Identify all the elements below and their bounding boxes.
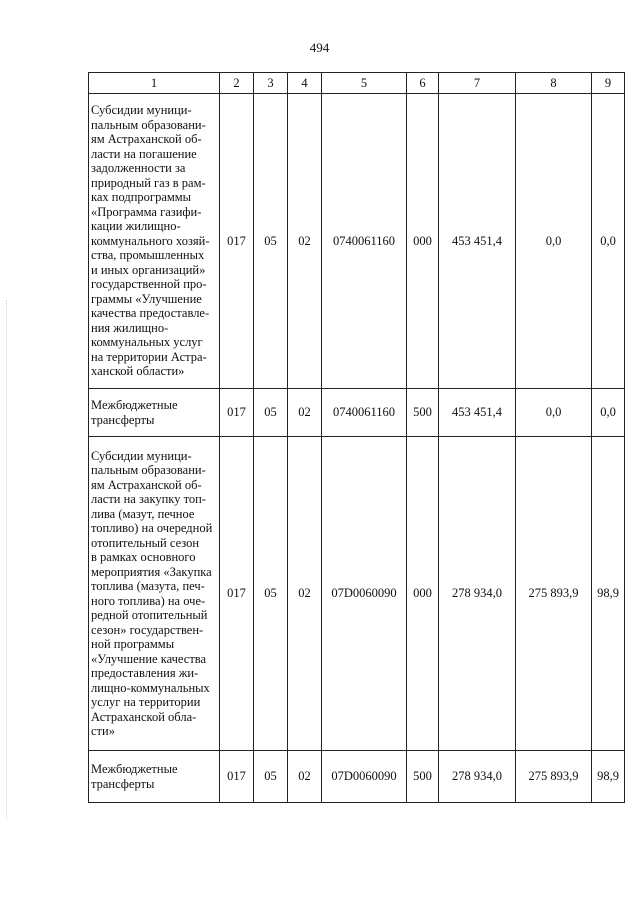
cell-executed: 275 893,9 [516,437,592,751]
cell-percent: 98,9 [592,751,625,803]
description-line: Межбюджетные [91,762,178,776]
cell-subsection: 02 [288,389,322,437]
description-line: Астраханской обла- [91,709,197,724]
header-cell-5: 5 [322,73,407,94]
description-line: Субсидии муници- [91,103,192,118]
description-line: и иных организаций» [91,262,206,277]
description-line: ного топлива) на оче- [91,593,206,608]
row-description [89,751,220,803]
description-line: государственной про- [91,277,207,292]
cell-executed: 0,0 [516,389,592,437]
cell-subsection: 02 [288,751,322,803]
cell-percent: 0,0 [592,389,625,437]
row-description [89,94,220,389]
row-description [89,437,220,751]
cell-subsection: 02 [288,94,322,389]
description-line: кации жилищно- [91,219,181,234]
cell-planned: 453 451,4 [439,389,516,437]
header-cell-9: 9 [592,73,625,94]
table-row [89,94,625,389]
cell-percent: 98,9 [592,437,625,751]
description-line: пальным образовани- [91,117,206,132]
description-line: лива (мазут, печное [91,506,195,521]
description-line: сти» [91,724,115,738]
description-line: мероприятия «Закупка [91,564,212,579]
description-line: «Программа газифи- [91,204,202,219]
description-line: пальным образовани- [91,463,206,477]
description-line: ханской области» [91,364,185,379]
scan-margin-marks [6,300,10,820]
description-line: на территории Астра- [91,349,207,364]
header-cell-7: 7 [439,73,516,94]
description-line: граммы «Улучшение [91,291,202,306]
cell-expense-type: 000 [407,94,439,389]
description-line: Межбюджетные [91,398,178,412]
description-line: задолженности за [91,161,186,176]
description-line: сезон» государствен- [91,622,204,637]
description-line: ства, промышленных [91,248,205,263]
cell-planned: 278 934,0 [439,751,516,803]
description-line: «Улучшение качества [91,651,207,666]
cell-admin-code: 017 [220,389,254,437]
cell-target-article: 07D0060090 [322,751,407,803]
cell-target-article: 0740061160 [322,94,407,389]
description-line: ям Астраханской об- [91,132,202,147]
cell-section: 05 [254,437,288,751]
header-cell-2: 2 [220,73,254,94]
description-line: коммунального хозяй- [91,233,210,248]
description-line: ках подпрограммы [91,190,192,205]
description-line: редной отопительный [91,608,208,622]
description-line: предоставления жи- [91,666,199,680]
cell-planned: 278 934,0 [439,437,516,751]
cell-admin-code: 017 [220,94,254,389]
description-line: лищно-коммунальных [91,680,210,695]
header-cell-1: 1 [89,73,220,94]
description-line: ния жилищно- [91,320,169,335]
description-line: коммунальных услуг [91,335,203,350]
description-line: ласти на закупку топ- [91,492,206,506]
header-cell-6: 6 [407,73,439,94]
cell-expense-type: 500 [407,751,439,803]
cell-section: 05 [254,94,288,389]
description-line: отопительный сезон [91,535,200,550]
budget-table [88,72,625,803]
cell-target-article: 0740061160 [322,389,407,437]
description-line: трансферты [91,776,155,791]
description-line: Субсидии муници- [91,448,192,463]
cell-section: 05 [254,389,288,437]
cell-executed: 275 893,9 [516,751,592,803]
table-row [89,389,625,437]
description-line: природный газ в рам- [91,175,206,190]
description-line: ной программы [91,637,175,651]
description-line: трансферты [91,412,155,427]
header-row [89,73,625,94]
description-line: топлива (мазута, печ- [91,579,205,593]
description-line: ям Астраханской об- [91,477,202,492]
cell-executed: 0,0 [516,94,592,389]
cell-percent: 0,0 [592,94,625,389]
cell-planned: 453 451,4 [439,94,516,389]
description-line: топливо) на очередной [91,521,213,535]
header-cell-3: 3 [254,73,288,94]
row-description [89,389,220,437]
header-cell-8: 8 [516,73,592,94]
header-cell-4: 4 [288,73,322,94]
page-number: 494 [309,40,330,55]
cell-section: 05 [254,751,288,803]
cell-target-article: 07D0060090 [322,437,407,751]
table-row [89,437,625,751]
description-line: качества предоставле- [91,306,210,321]
description-line: услуг на территории [91,695,201,709]
table-row [89,751,625,803]
cell-admin-code: 017 [220,751,254,803]
cell-expense-type: 000 [407,437,439,751]
description-line: в рамках основного [91,550,196,564]
cell-expense-type: 500 [407,389,439,437]
description-line: ласти на погашение [91,146,197,161]
cell-admin-code: 017 [220,437,254,751]
cell-subsection: 02 [288,437,322,751]
